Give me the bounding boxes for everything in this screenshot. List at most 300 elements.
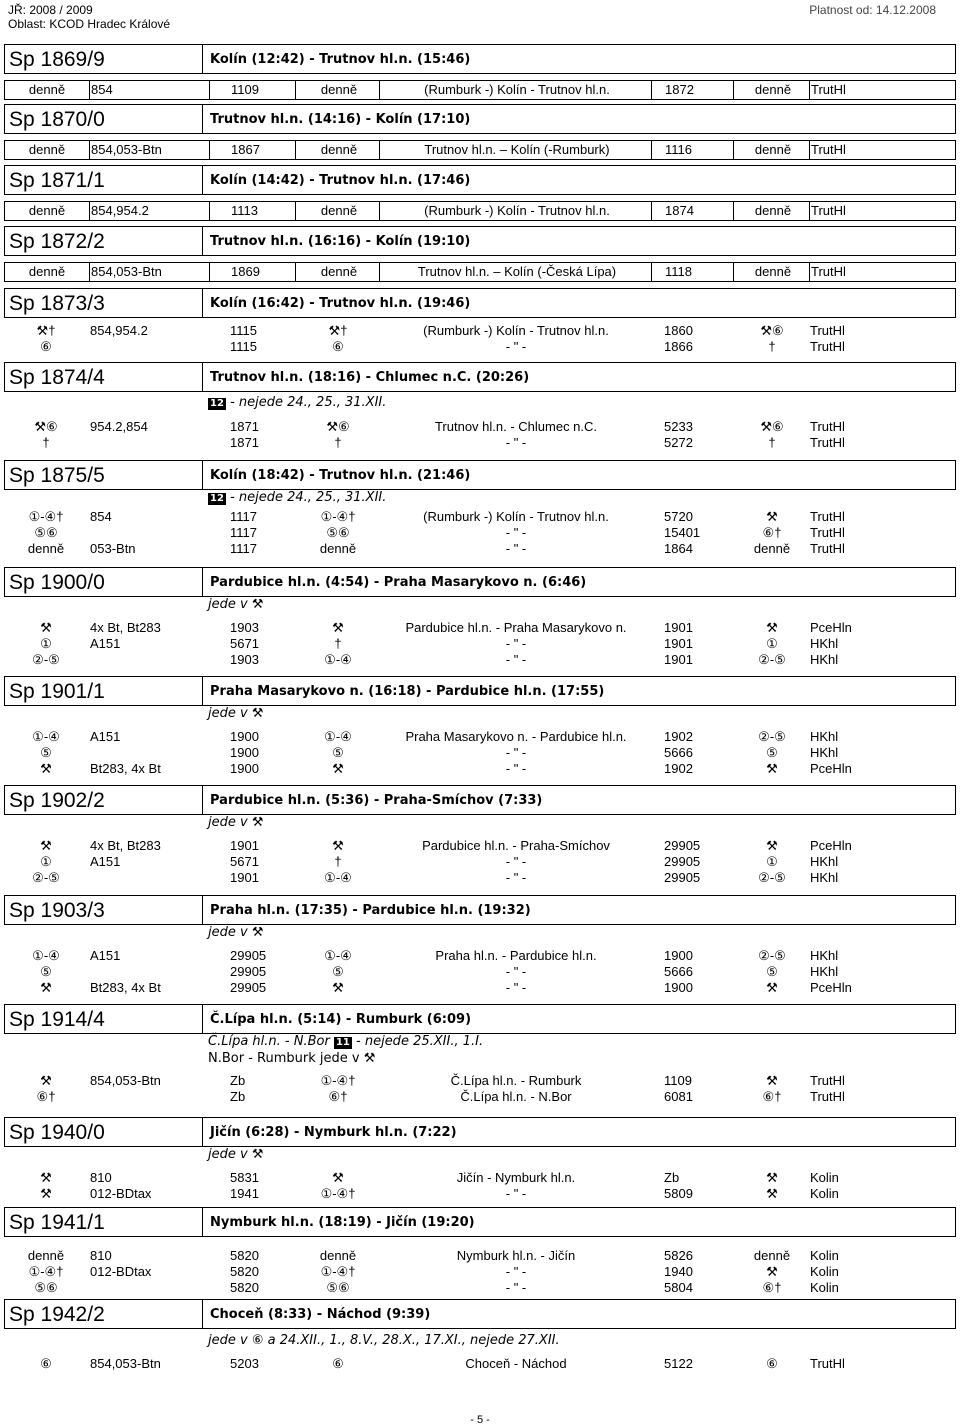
cell-days: ⑥†	[36, 1089, 56, 1104]
cell-days-2: ①-④	[324, 729, 352, 744]
cell-days: ⑤⑥	[34, 1280, 58, 1295]
train-route: Pardubice hl.n. (4:54) - Praha Masarykovo n. (6:46)	[210, 575, 587, 590]
cell-days-3: ⑥†	[762, 1089, 782, 1104]
cell-route: (Rumburk -) Kolín - Trutnov hl.n.	[423, 509, 609, 524]
train-route: Nymburk hl.n. (18:19) - Jičín (19:20)	[210, 1215, 475, 1230]
cell-turn-number: 1109	[231, 82, 259, 97]
cell-route: Trutnov hl.n. - Chlumec n.C.	[434, 419, 598, 434]
train-title-box	[4, 362, 956, 392]
cell-days-3: ②-⑤	[758, 948, 786, 963]
cell-turn-number: 1900	[230, 761, 259, 776]
train-route: Pardubice hl.n. (5:36) - Praha-Smíchov (7:33)	[210, 793, 543, 808]
train-title-box	[4, 165, 956, 195]
cell-divider	[379, 202, 380, 220]
note-text: - nejede 24., 25., 31.XII.	[230, 395, 387, 410]
cell-days-2: ⚒	[332, 761, 344, 776]
cell-turn-number: 1903	[230, 652, 259, 667]
train-title-box	[4, 676, 956, 706]
schedule-row	[4, 434, 956, 452]
cell-days: †	[42, 435, 50, 450]
cell-route: Nymburk hl.n. - Jičín	[456, 1248, 576, 1263]
cell-days: ①-④†	[28, 509, 64, 524]
cell-route: Jičín - Nymburk hl.n.	[456, 1170, 576, 1185]
cell-depot: TrutHl	[810, 525, 845, 540]
cell-route: - " -	[505, 652, 527, 667]
cell-vehicle: A151	[90, 948, 121, 963]
train-route: Praha Masarykovo n. (16:18) - Pardubice hl.n. (17:55)	[210, 684, 605, 699]
cell-days-3: ②-⑤	[758, 652, 786, 667]
cell-vehicle: 810	[90, 1248, 112, 1263]
cell-days-2: †	[334, 435, 342, 450]
cell-days-2: ⚒	[332, 980, 344, 995]
train-title-box	[4, 1299, 956, 1329]
cell-days-2: ⚒	[332, 838, 344, 853]
note-text: jede v ⚒	[208, 597, 264, 612]
cell-days-3: ⚒	[766, 980, 778, 995]
cell-days-2: ⑤⑥	[326, 525, 350, 540]
note-text: jede v ⚒	[208, 706, 264, 721]
cell-depot: HKhl	[810, 745, 839, 760]
cell-days-2: ①-④†	[320, 1264, 356, 1279]
train-id: Sp 1875/5	[9, 464, 105, 487]
cell-route: - " -	[505, 761, 527, 776]
train-note	[208, 1147, 263, 1162]
cell-turn-number: 1117	[230, 509, 257, 524]
cell-divider	[295, 81, 296, 99]
cell-turn-number: 5831	[230, 1170, 259, 1185]
cell-vehicle: 954.2,854	[90, 419, 148, 434]
cell-route: Praha hl.n. - Pardubice hl.n.	[435, 948, 597, 963]
cell-days-3: ⚒	[766, 838, 778, 853]
train-title-box	[4, 226, 956, 256]
cell-days-2: ①-④†	[320, 1073, 356, 1088]
cell-divider	[295, 263, 296, 281]
cell-depot: TrutHl	[811, 82, 846, 97]
cell-days: denně	[28, 203, 66, 218]
cell-vehicle: 854,053-Btn	[90, 1073, 161, 1088]
cell-days: ②-⑤	[32, 870, 60, 885]
cell-turn-number: 5203	[230, 1356, 259, 1371]
cell-divider	[809, 263, 810, 281]
cell-days-3: ⑤	[766, 745, 778, 760]
train-title-box	[4, 460, 956, 490]
note-text: - nejede 24., 25., 31.XII.	[230, 490, 387, 505]
cell-days: ①-④	[32, 729, 60, 744]
train-id: Sp 1871/1	[9, 169, 105, 192]
train-note	[208, 815, 263, 830]
note-text: Č.Lípa hl.n. - N.Bor	[208, 1034, 330, 1049]
cell-days-3: denně	[754, 264, 792, 279]
train-title-box	[4, 785, 956, 815]
cell-train-number: 29905	[664, 838, 701, 853]
note-text: N.Bor - Rumburk jede v ⚒	[208, 1051, 376, 1066]
cell-train-number: 5809	[664, 1186, 693, 1201]
schedule-row	[4, 869, 956, 887]
cell-route: - " -	[505, 525, 527, 540]
train-title-box	[4, 567, 956, 597]
cell-days-3: denně	[753, 1248, 791, 1263]
cell-days-3: denně	[753, 541, 791, 556]
cell-train-number: 29905	[664, 854, 701, 869]
cell-route: Trutnov hl.n. – Kolín (-Rumburk)	[424, 142, 610, 157]
divider	[202, 786, 203, 814]
note-text: jede v ⑥ a 24.XII., 1., 8.V., 28.X., 17.XI., nejede 27.XII.	[208, 1333, 560, 1348]
cell-days-2: ①-④†	[320, 509, 356, 524]
divider	[202, 1208, 203, 1236]
cell-depot: PceHln	[810, 980, 852, 995]
cell-days-3: ⑥†	[762, 1280, 782, 1295]
cell-train-number: 1902	[664, 761, 693, 776]
cell-turn-number: 1113	[231, 203, 258, 218]
cell-train-number: 29905	[664, 870, 701, 885]
cell-train-number: Zb	[664, 1170, 680, 1185]
cell-turn-number: 29905	[230, 948, 267, 963]
cell-depot: TrutHl	[811, 142, 846, 157]
cell-days-3: ⚒	[766, 620, 778, 635]
cell-train-number: 5666	[664, 964, 693, 979]
train-note	[208, 1051, 375, 1066]
cell-route: Praha Masarykovo n. - Pardubice hl.n.	[405, 729, 627, 744]
train-title-box	[4, 288, 956, 318]
cell-depot: TrutHl	[810, 323, 845, 338]
cell-days-3: ⚒	[766, 1264, 778, 1279]
train-title-box	[4, 104, 956, 134]
cell-train-number: 1901	[664, 652, 693, 667]
cell-days: ⑤	[40, 964, 52, 979]
cell-vehicle: Bt283, 4x Bt	[90, 761, 161, 776]
cell-days: ⚒	[40, 1186, 52, 1201]
cell-route: - " -	[505, 870, 527, 885]
cell-days-2: ⚒⑥	[326, 419, 350, 434]
divider	[202, 363, 203, 391]
cell-days-2: ⑤	[332, 964, 344, 979]
cell-vehicle: 4x Bt, Bt283	[90, 838, 161, 853]
timetable-year: JŘ: 2008 / 2009	[8, 3, 93, 17]
schedule-row	[4, 1279, 956, 1297]
validity-date: Platnost od: 14.12.2008	[809, 3, 936, 17]
cell-divider	[295, 202, 296, 220]
cell-divider	[651, 263, 652, 281]
cell-days-3: ⚒	[766, 1073, 778, 1088]
cell-depot: HKhl	[810, 964, 839, 979]
train-id: Sp 1903/3	[9, 899, 105, 922]
cell-vehicle: 012-BDtax	[90, 1264, 152, 1279]
cell-days: denně	[28, 264, 66, 279]
cell-divider	[209, 81, 210, 99]
cell-train-number: 1902	[664, 729, 693, 744]
schedule-row	[4, 262, 956, 282]
cell-divider	[733, 202, 734, 220]
schedule-row	[4, 1185, 956, 1203]
cell-train-number: 1860	[664, 323, 693, 338]
cell-train-number: 5122	[664, 1356, 693, 1371]
train-route: Trutnov hl.n. (14:16) - Kolín (17:10)	[210, 112, 471, 127]
train-route: Kolín (18:42) - Trutnov hl.n. (21:46)	[210, 468, 471, 483]
schedule-row	[4, 1355, 956, 1373]
train-route: Choceň (8:33) - Náchod (9:39)	[210, 1307, 431, 1322]
cell-turn-number: 5671	[230, 636, 259, 651]
note-text: - nejede 25.XII., 1.I.	[356, 1034, 484, 1049]
cell-train-number: 1900	[664, 980, 693, 995]
cell-days: ⚒	[40, 838, 52, 853]
document-header	[8, 3, 170, 31]
divider	[202, 568, 203, 596]
cell-divider	[89, 141, 90, 159]
cell-depot: HKhl	[810, 870, 839, 885]
cell-days-2: ⑥	[332, 1356, 344, 1371]
cell-days: denně	[28, 82, 66, 97]
cell-divider	[379, 141, 380, 159]
cell-days-3: ⚒⑥	[760, 323, 784, 338]
cell-days-2: denně	[320, 203, 358, 218]
cell-days-3: †	[768, 339, 776, 354]
cell-days: ⑤⑥	[34, 525, 58, 540]
cell-days: ①-④†	[28, 1264, 64, 1279]
cell-turn-number: 1871	[230, 435, 259, 450]
cell-route: - " -	[505, 339, 527, 354]
cell-days: denně	[27, 1248, 65, 1263]
train-title-box	[4, 1004, 956, 1034]
train-id: Sp 1870/0	[9, 108, 105, 131]
cell-days-2: ⚒	[332, 1170, 344, 1185]
cell-days-2: ①-④†	[320, 1186, 356, 1201]
cell-divider	[733, 263, 734, 281]
cell-route: (Rumburk -) Kolín - Trutnov hl.n.	[423, 323, 609, 338]
train-note	[208, 706, 263, 721]
cell-train-number: 5804	[664, 1280, 693, 1295]
schedule-row	[4, 80, 956, 100]
cell-train-number: 1118	[665, 264, 692, 279]
cell-vehicle: A151	[90, 729, 121, 744]
cell-vehicle: Bt283, 4x Bt	[90, 980, 161, 995]
cell-turn-number: 1900	[230, 745, 259, 760]
train-note	[208, 925, 263, 940]
cell-train-number: 1116	[665, 142, 692, 157]
cell-route: - " -	[505, 636, 527, 651]
cell-route: (Rumburk -) Kolín - Trutnov hl.n.	[424, 203, 610, 218]
cell-divider	[379, 81, 380, 99]
cell-turn-number: 29905	[230, 964, 267, 979]
divider	[202, 105, 203, 133]
train-note	[208, 597, 263, 612]
cell-depot: Kolin	[810, 1186, 839, 1201]
cell-divider	[295, 141, 296, 159]
cell-depot: Kolin	[810, 1280, 839, 1295]
cell-depot: PceHln	[810, 761, 852, 776]
cell-days-3: ⑤	[766, 964, 778, 979]
cell-train-number: 15401	[664, 525, 701, 540]
cell-days: ⚒⑥	[34, 419, 58, 434]
cell-days-2: denně	[320, 142, 358, 157]
cell-depot: PceHln	[810, 838, 852, 853]
cell-days-2: ⑤	[332, 745, 344, 760]
cell-days: ⑤	[40, 745, 52, 760]
note-tag: 12	[210, 398, 224, 409]
region-label: Oblast: KCOD Hradec Králové	[8, 17, 171, 31]
cell-depot: TrutHl	[810, 435, 845, 450]
cell-turn-number: 1903	[230, 620, 259, 635]
schedule-row	[4, 1088, 956, 1106]
schedule-row	[4, 201, 956, 221]
cell-days: ①	[40, 854, 52, 869]
train-route: Kolín (14:42) - Trutnov hl.n. (17:46)	[210, 173, 471, 188]
cell-route: - " -	[505, 435, 527, 450]
cell-vehicle: 012-BDtax	[90, 1186, 152, 1201]
cell-vehicle: 854	[90, 509, 112, 524]
schedule-row	[4, 760, 956, 778]
cell-divider	[809, 81, 810, 99]
cell-depot: HKhl	[810, 854, 839, 869]
cell-depot: TrutHl	[810, 1356, 845, 1371]
cell-route: Pardubice hl.n. - Praha Masarykovo n.	[405, 620, 627, 635]
divider	[202, 289, 203, 317]
train-route: Kolín (16:42) - Trutnov hl.n. (19:46)	[210, 296, 471, 311]
cell-turn-number: Zb	[230, 1073, 246, 1088]
cell-days: ①-④	[32, 948, 60, 963]
cell-depot: TrutHl	[810, 419, 845, 434]
cell-turn-number: 1115	[230, 323, 257, 338]
cell-train-number: 5233	[664, 419, 693, 434]
divider	[202, 896, 203, 924]
cell-days: ⚒	[40, 620, 52, 635]
cell-days-3: ①	[766, 636, 778, 651]
cell-divider	[89, 81, 90, 99]
cell-turn-number: 1117	[230, 525, 257, 540]
cell-days-3: denně	[754, 203, 792, 218]
cell-route: - " -	[505, 854, 527, 869]
cell-days-3: †	[768, 435, 776, 450]
schedule-row	[4, 338, 956, 356]
cell-vehicle: 810	[90, 1170, 112, 1185]
cell-days-3: ⚒	[766, 1170, 778, 1185]
cell-train-number: 1901	[664, 620, 693, 635]
cell-depot: HKhl	[810, 948, 839, 963]
train-id: Sp 1914/4	[9, 1008, 105, 1031]
cell-vehicle: 854,954.2	[90, 323, 148, 338]
cell-divider	[89, 202, 90, 220]
cell-days-3: ②-⑤	[758, 870, 786, 885]
cell-days: ⑥	[40, 1356, 52, 1371]
cell-train-number: 1940	[664, 1264, 693, 1279]
cell-route: - " -	[505, 1186, 527, 1201]
cell-days-3: ②-⑤	[758, 729, 786, 744]
cell-turn-number: 5820	[230, 1264, 259, 1279]
cell-turn-number: 1867	[231, 142, 260, 157]
cell-turn-number: 1115	[230, 339, 257, 354]
cell-divider	[651, 81, 652, 99]
divider	[202, 1005, 203, 1033]
cell-vehicle: 4x Bt, Bt283	[90, 620, 161, 635]
cell-train-number: 1866	[664, 339, 693, 354]
cell-turn-number: 5671	[230, 854, 259, 869]
cell-train-number: 1109	[664, 1073, 692, 1088]
cell-days-2: ⑥	[332, 339, 344, 354]
cell-days-3: denně	[754, 82, 792, 97]
cell-train-number: 6081	[664, 1089, 693, 1104]
cell-days: denně	[28, 142, 66, 157]
cell-days-2: ⑥†	[328, 1089, 348, 1104]
cell-train-number: 5826	[664, 1248, 693, 1263]
cell-divider	[89, 263, 90, 281]
train-note	[208, 490, 386, 505]
cell-days-3: denně	[754, 142, 792, 157]
cell-turn-number: 1117	[230, 541, 257, 556]
cell-depot: TrutHl	[810, 509, 845, 524]
cell-depot: Kolin	[810, 1264, 839, 1279]
cell-vehicle: 854,053-Btn	[91, 142, 162, 157]
cell-days: ⚒	[40, 761, 52, 776]
page-number: - 5 -	[470, 1414, 490, 1426]
cell-days: ⚒†	[36, 323, 56, 338]
cell-days: ②-⑤	[32, 652, 60, 667]
cell-turn-number: 1901	[230, 838, 259, 853]
cell-days-2: ①-④	[324, 652, 352, 667]
cell-depot: TrutHl	[811, 264, 846, 279]
cell-turn-number: 1901	[230, 870, 259, 885]
cell-turn-number: 1871	[230, 419, 259, 434]
cell-turn-number: 5820	[230, 1248, 259, 1263]
cell-route: Č.Lípa hl.n. - N.Bor	[460, 1089, 572, 1104]
cell-days-2: denně	[320, 264, 358, 279]
cell-days: ⚒	[40, 1073, 52, 1088]
cell-days-2: ⚒†	[328, 323, 348, 338]
cell-vehicle: 854	[91, 82, 113, 97]
cell-days: ①	[40, 636, 52, 651]
cell-divider	[733, 81, 734, 99]
cell-train-number: 1900	[664, 948, 693, 963]
cell-divider	[379, 263, 380, 281]
cell-days-2: denně	[319, 1248, 357, 1263]
cell-train-number: 1872	[665, 82, 694, 97]
cell-divider	[209, 202, 210, 220]
cell-vehicle: 854,053-Btn	[90, 1356, 161, 1371]
cell-days-2: †	[334, 854, 342, 869]
note-text: jede v ⚒	[208, 815, 264, 830]
cell-days: ⚒	[40, 980, 52, 995]
train-title-box	[4, 44, 956, 74]
cell-days-2: denně	[319, 541, 357, 556]
cell-divider	[809, 202, 810, 220]
train-id: Sp 1902/2	[9, 789, 105, 812]
cell-depot: TrutHl	[810, 541, 845, 556]
cell-train-number: 1901	[664, 636, 693, 651]
cell-route: Trutnov hl.n. – Kolín (-Česká Lípa)	[417, 264, 617, 279]
train-note	[208, 1034, 483, 1049]
cell-days-2: ⑤⑥	[326, 1280, 350, 1295]
cell-days-3: ⚒	[766, 761, 778, 776]
cell-turn-number: 5820	[230, 1280, 259, 1295]
cell-days-3: ①	[766, 854, 778, 869]
cell-days-2: †	[334, 636, 342, 651]
cell-depot: TrutHl	[811, 203, 846, 218]
cell-days-3: ⑥†	[762, 525, 782, 540]
train-title-box	[4, 1207, 956, 1237]
train-route: Trutnov hl.n. (18:16) - Chlumec n.C. (20:26)	[210, 370, 530, 385]
train-id: Sp 1901/1	[9, 680, 105, 703]
divider	[202, 166, 203, 194]
cell-train-number: 1864	[664, 541, 693, 556]
cell-route: (Rumburk -) Kolín - Trutnov hl.n.	[424, 82, 610, 97]
note-tag: 11	[335, 1037, 350, 1048]
cell-divider	[209, 141, 210, 159]
divider	[202, 1118, 203, 1146]
note-tag: 12	[210, 493, 224, 504]
cell-turn-number: Zb	[230, 1089, 246, 1104]
cell-depot: PceHln	[810, 620, 852, 635]
cell-depot: HKhl	[810, 636, 839, 651]
cell-turn-number: 1900	[230, 729, 259, 744]
train-title-box	[4, 1117, 956, 1147]
